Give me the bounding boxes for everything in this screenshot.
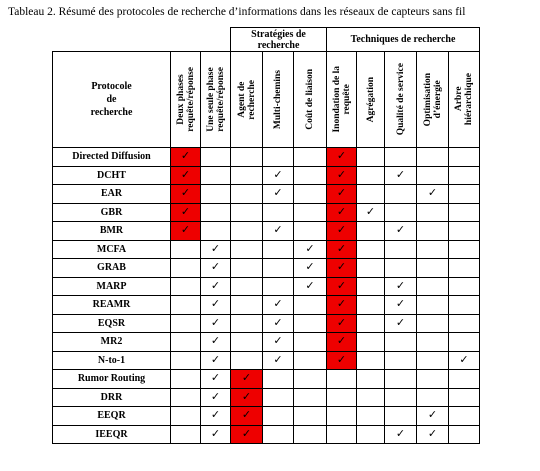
empty-cell xyxy=(449,259,480,278)
protocol-name: EQSR xyxy=(53,314,171,333)
check-icon: ✓ xyxy=(210,279,221,292)
empty-cell xyxy=(263,259,294,278)
check-cell xyxy=(327,277,357,296)
check-cell xyxy=(201,277,231,296)
check-cell xyxy=(385,296,417,315)
check-icon: ✓ xyxy=(427,427,438,440)
empty-cell xyxy=(417,296,449,315)
check-icon: ✓ xyxy=(241,409,252,422)
check-icon: ✓ xyxy=(336,242,347,255)
empty-cell xyxy=(231,333,263,352)
column-header-multipath xyxy=(263,52,294,148)
empty-cell xyxy=(357,240,385,259)
check-icon: ✓ xyxy=(210,409,221,422)
empty-cell xyxy=(327,370,357,389)
table-row xyxy=(53,314,480,333)
empty-cell xyxy=(231,259,263,278)
empty-cell xyxy=(231,185,263,204)
protocol-name: MARP xyxy=(53,277,171,296)
check-icon: ✓ xyxy=(273,187,283,200)
empty-cell xyxy=(171,259,201,278)
column-header-label xyxy=(237,80,257,120)
column-header-line: requête xyxy=(341,84,352,115)
check-cell xyxy=(171,185,201,204)
column-header-line: Deux phases xyxy=(175,74,186,125)
check-cell xyxy=(327,351,357,370)
column-header-line: recherche xyxy=(246,79,257,120)
empty-cell xyxy=(417,259,449,278)
empty-cell xyxy=(357,185,385,204)
empty-cell xyxy=(263,388,294,407)
empty-cell xyxy=(417,277,449,296)
empty-cell xyxy=(294,351,327,370)
check-cell xyxy=(327,333,357,352)
check-cell xyxy=(201,407,231,426)
table-row xyxy=(53,425,480,444)
check-icon: ✓ xyxy=(395,427,406,440)
empty-cell xyxy=(357,259,385,278)
check-cell xyxy=(263,296,294,315)
check-icon: ✓ xyxy=(395,279,406,292)
table-row xyxy=(53,148,480,167)
check-cell xyxy=(201,314,231,333)
header-corner xyxy=(53,28,231,52)
protocol-name: MR2 xyxy=(53,333,171,352)
check-cell xyxy=(171,148,201,167)
empty-cell xyxy=(231,240,263,259)
empty-cell xyxy=(449,388,480,407)
check-cell xyxy=(417,185,449,204)
empty-cell xyxy=(231,222,263,241)
empty-cell xyxy=(417,203,449,222)
empty-cell xyxy=(357,222,385,241)
column-header-label xyxy=(176,67,196,132)
column-header-line: requête/réponse xyxy=(185,67,196,132)
empty-cell xyxy=(449,203,480,222)
empty-cell xyxy=(263,240,294,259)
protocol-name: DRR xyxy=(53,388,171,407)
check-cell xyxy=(263,185,294,204)
check-icon: ✓ xyxy=(336,168,347,181)
check-icon: ✓ xyxy=(210,353,221,366)
table-row xyxy=(53,277,480,296)
check-cell xyxy=(231,388,263,407)
check-cell xyxy=(327,203,357,222)
empty-cell xyxy=(449,185,480,204)
table-row xyxy=(53,351,480,370)
check-cell xyxy=(201,370,231,389)
check-icon: ✓ xyxy=(241,372,252,385)
empty-cell xyxy=(201,203,231,222)
empty-cell xyxy=(357,407,385,426)
column-header-link-cost xyxy=(294,52,327,148)
empty-cell xyxy=(263,407,294,426)
check-cell xyxy=(231,407,263,426)
check-cell xyxy=(327,222,357,241)
empty-cell xyxy=(385,203,417,222)
check-icon: ✓ xyxy=(427,409,438,422)
check-icon: ✓ xyxy=(241,390,252,403)
check-cell xyxy=(357,203,385,222)
check-cell xyxy=(449,351,480,370)
column-header-line: Arbre xyxy=(454,87,464,112)
empty-cell xyxy=(263,203,294,222)
empty-cell xyxy=(417,148,449,167)
check-cell xyxy=(327,148,357,167)
check-icon: ✓ xyxy=(273,168,283,181)
column-header-line: Coût de liaison xyxy=(305,69,315,130)
check-icon: ✓ xyxy=(273,353,283,366)
check-cell xyxy=(294,277,327,296)
empty-cell xyxy=(171,351,201,370)
empty-cell xyxy=(171,333,201,352)
column-header-protocol xyxy=(53,52,171,148)
column-header-line: Agrégation xyxy=(365,76,376,123)
table-caption: Tableau 2. Résumé des protocoles de recherche d’informations dans les réseaux de capteurs sans fil xyxy=(8,6,466,18)
empty-cell xyxy=(449,407,480,426)
empty-cell xyxy=(171,277,201,296)
check-cell xyxy=(263,222,294,241)
column-header-line: Agent de xyxy=(236,81,247,118)
check-cell xyxy=(294,259,327,278)
empty-cell xyxy=(449,222,480,241)
column-header-line: Une seule phase xyxy=(205,67,216,132)
empty-cell xyxy=(357,333,385,352)
empty-cell xyxy=(231,314,263,333)
check-cell xyxy=(327,166,357,185)
column-header-search-agent xyxy=(231,52,263,148)
check-cell xyxy=(263,333,294,352)
empty-cell xyxy=(449,277,480,296)
empty-cell xyxy=(294,222,327,241)
empty-cell xyxy=(294,388,327,407)
check-cell xyxy=(263,314,294,333)
check-cell xyxy=(201,240,231,259)
empty-cell xyxy=(385,185,417,204)
empty-cell xyxy=(357,277,385,296)
empty-cell xyxy=(449,370,480,389)
table-row xyxy=(53,240,480,259)
check-icon: ✓ xyxy=(336,150,347,163)
empty-cell xyxy=(385,259,417,278)
protocol-name: N-to-1 xyxy=(53,351,171,370)
table-row xyxy=(53,222,480,241)
protocol-name: Rumor Routing xyxy=(53,370,171,389)
column-header-label xyxy=(454,73,474,125)
column-header-aggregation xyxy=(357,52,385,148)
empty-cell xyxy=(231,203,263,222)
protocol-header-line-2: de xyxy=(106,94,117,105)
check-icon: ✓ xyxy=(395,298,406,311)
check-cell xyxy=(385,314,417,333)
empty-cell xyxy=(263,277,294,296)
check-cell xyxy=(417,407,449,426)
empty-cell xyxy=(171,425,201,444)
table-row xyxy=(53,259,480,278)
empty-cell xyxy=(294,407,327,426)
column-header-line: Qualité de service xyxy=(395,63,406,136)
check-cell xyxy=(417,425,449,444)
check-icon: ✓ xyxy=(336,279,347,292)
empty-cell xyxy=(294,166,327,185)
check-icon: ✓ xyxy=(427,187,438,200)
check-icon: ✓ xyxy=(210,427,221,440)
check-icon: ✓ xyxy=(395,224,406,237)
empty-cell xyxy=(171,314,201,333)
column-header-line: Inondation de la xyxy=(331,66,342,133)
empty-cell xyxy=(231,148,263,167)
empty-cell xyxy=(294,203,327,222)
protocol-header-line-3: recherche xyxy=(90,107,133,118)
empty-cell xyxy=(357,314,385,333)
column-header-line: Multi-chemins xyxy=(273,69,283,130)
check-cell xyxy=(385,222,417,241)
empty-cell xyxy=(449,314,480,333)
check-icon: ✓ xyxy=(273,316,283,329)
check-icon: ✓ xyxy=(336,335,347,348)
table-row xyxy=(53,296,480,315)
empty-cell xyxy=(171,240,201,259)
table-row xyxy=(53,166,480,185)
protocol-name: EAR xyxy=(53,185,171,204)
empty-cell xyxy=(417,240,449,259)
empty-cell xyxy=(171,407,201,426)
empty-cell xyxy=(417,370,449,389)
empty-cell xyxy=(385,148,417,167)
protocol-name: EEQR xyxy=(53,407,171,426)
check-icon: ✓ xyxy=(365,205,376,218)
empty-cell xyxy=(385,333,417,352)
column-header-label xyxy=(396,63,406,135)
check-icon: ✓ xyxy=(305,261,315,274)
check-icon: ✓ xyxy=(241,427,252,440)
protocol-header-line-1: Protocole xyxy=(91,81,132,92)
empty-cell xyxy=(357,370,385,389)
protocol-name: REAMR xyxy=(53,296,171,315)
table-row xyxy=(53,370,480,389)
check-cell xyxy=(263,351,294,370)
check-icon: ✓ xyxy=(336,205,347,218)
check-icon: ✓ xyxy=(305,242,315,255)
group-header-techniques: Techniques de recherche xyxy=(327,28,480,52)
check-cell xyxy=(171,166,201,185)
table-row xyxy=(53,407,480,426)
empty-cell xyxy=(417,222,449,241)
empty-cell xyxy=(417,314,449,333)
check-cell xyxy=(327,296,357,315)
protocol-name: BMR xyxy=(53,222,171,241)
check-icon: ✓ xyxy=(210,298,221,311)
check-cell xyxy=(171,222,201,241)
check-cell xyxy=(201,425,231,444)
check-cell xyxy=(327,240,357,259)
protocol-name: MCFA xyxy=(53,240,171,259)
check-icon: ✓ xyxy=(336,261,347,274)
column-header-line: Optimisation xyxy=(422,72,433,127)
check-icon: ✓ xyxy=(305,279,315,292)
check-cell xyxy=(201,351,231,370)
empty-cell xyxy=(171,388,201,407)
empty-cell xyxy=(327,407,357,426)
check-icon: ✓ xyxy=(395,168,406,181)
column-header-label xyxy=(273,70,283,129)
check-icon: ✓ xyxy=(336,316,347,329)
empty-cell xyxy=(201,185,231,204)
empty-cell xyxy=(357,425,385,444)
protocol-name: GBR xyxy=(53,203,171,222)
check-icon: ✓ xyxy=(210,316,221,329)
check-cell xyxy=(385,166,417,185)
empty-cell xyxy=(417,166,449,185)
empty-cell xyxy=(385,407,417,426)
empty-cell xyxy=(449,240,480,259)
empty-cell xyxy=(231,351,263,370)
check-icon: ✓ xyxy=(273,298,283,311)
check-icon: ✓ xyxy=(180,150,191,163)
column-header-hierarchical-tree xyxy=(449,52,480,148)
check-cell xyxy=(263,166,294,185)
check-icon: ✓ xyxy=(336,224,347,237)
check-cell xyxy=(201,333,231,352)
empty-cell xyxy=(417,351,449,370)
check-icon: ✓ xyxy=(459,353,469,366)
empty-cell xyxy=(449,333,480,352)
empty-cell xyxy=(231,296,263,315)
check-icon: ✓ xyxy=(180,187,191,200)
protocol-name: GRAB xyxy=(53,259,171,278)
empty-cell xyxy=(357,148,385,167)
check-icon: ✓ xyxy=(395,316,406,329)
check-icon: ✓ xyxy=(273,335,283,348)
group-header-strategies: Stratégies de recherche xyxy=(231,28,327,52)
check-cell xyxy=(327,185,357,204)
check-icon: ✓ xyxy=(273,224,283,237)
column-header-single-phase xyxy=(201,52,231,148)
column-header-label xyxy=(206,67,226,132)
empty-cell xyxy=(385,388,417,407)
empty-cell xyxy=(263,148,294,167)
empty-cell xyxy=(417,388,449,407)
empty-cell xyxy=(263,425,294,444)
column-header-query-flooding xyxy=(327,52,357,148)
table-row xyxy=(53,185,480,204)
column-header-label xyxy=(332,66,352,133)
empty-cell xyxy=(171,370,201,389)
empty-cell xyxy=(449,425,480,444)
empty-cell xyxy=(294,333,327,352)
column-header-line: d’énergie xyxy=(432,80,443,119)
check-cell xyxy=(385,277,417,296)
check-cell xyxy=(294,240,327,259)
protocols-table xyxy=(52,27,480,444)
check-cell xyxy=(385,425,417,444)
column-header-line: requête/réponse xyxy=(215,67,226,132)
check-cell xyxy=(327,259,357,278)
column-header-qos xyxy=(385,52,417,148)
check-icon: ✓ xyxy=(210,390,221,403)
check-icon: ✓ xyxy=(210,372,221,385)
table-row xyxy=(53,333,480,352)
empty-cell xyxy=(263,370,294,389)
empty-cell xyxy=(201,222,231,241)
empty-cell xyxy=(327,388,357,407)
check-icon: ✓ xyxy=(336,187,347,200)
protocol-name: Directed Diffusion xyxy=(53,148,171,167)
check-cell xyxy=(327,314,357,333)
column-header-label xyxy=(423,73,443,126)
empty-cell xyxy=(231,166,263,185)
protocol-name: DCHT xyxy=(53,166,171,185)
column-header-line: hiérarchique xyxy=(464,73,474,126)
empty-cell xyxy=(385,370,417,389)
table-row xyxy=(53,388,480,407)
check-icon: ✓ xyxy=(210,335,221,348)
empty-cell xyxy=(449,148,480,167)
check-cell xyxy=(171,203,201,222)
check-icon: ✓ xyxy=(210,242,221,255)
check-cell xyxy=(231,370,263,389)
empty-cell xyxy=(294,185,327,204)
empty-cell xyxy=(385,351,417,370)
check-cell xyxy=(201,259,231,278)
empty-cell xyxy=(327,425,357,444)
empty-cell xyxy=(417,333,449,352)
empty-cell xyxy=(294,296,327,315)
empty-cell xyxy=(449,296,480,315)
check-icon: ✓ xyxy=(336,353,347,366)
column-header-label xyxy=(366,77,376,122)
empty-cell xyxy=(357,351,385,370)
check-cell xyxy=(201,388,231,407)
empty-cell xyxy=(294,148,327,167)
empty-cell xyxy=(385,240,417,259)
column-header-two-phase xyxy=(171,52,201,148)
check-icon: ✓ xyxy=(336,298,347,311)
check-icon: ✓ xyxy=(180,224,191,237)
empty-cell xyxy=(231,277,263,296)
check-icon: ✓ xyxy=(180,205,191,218)
table-row xyxy=(53,203,480,222)
empty-cell xyxy=(294,314,327,333)
empty-cell xyxy=(294,425,327,444)
column-header-label xyxy=(305,69,315,130)
empty-cell xyxy=(294,370,327,389)
check-cell xyxy=(231,425,263,444)
empty-cell xyxy=(171,296,201,315)
empty-cell xyxy=(357,388,385,407)
empty-cell xyxy=(449,166,480,185)
check-icon: ✓ xyxy=(210,261,221,274)
empty-cell xyxy=(201,166,231,185)
check-cell xyxy=(201,296,231,315)
empty-cell xyxy=(357,296,385,315)
empty-cell xyxy=(357,166,385,185)
empty-cell xyxy=(201,148,231,167)
column-header-energy-optimization xyxy=(417,52,449,148)
check-icon: ✓ xyxy=(180,168,191,181)
protocol-name: IEEQR xyxy=(53,425,171,444)
